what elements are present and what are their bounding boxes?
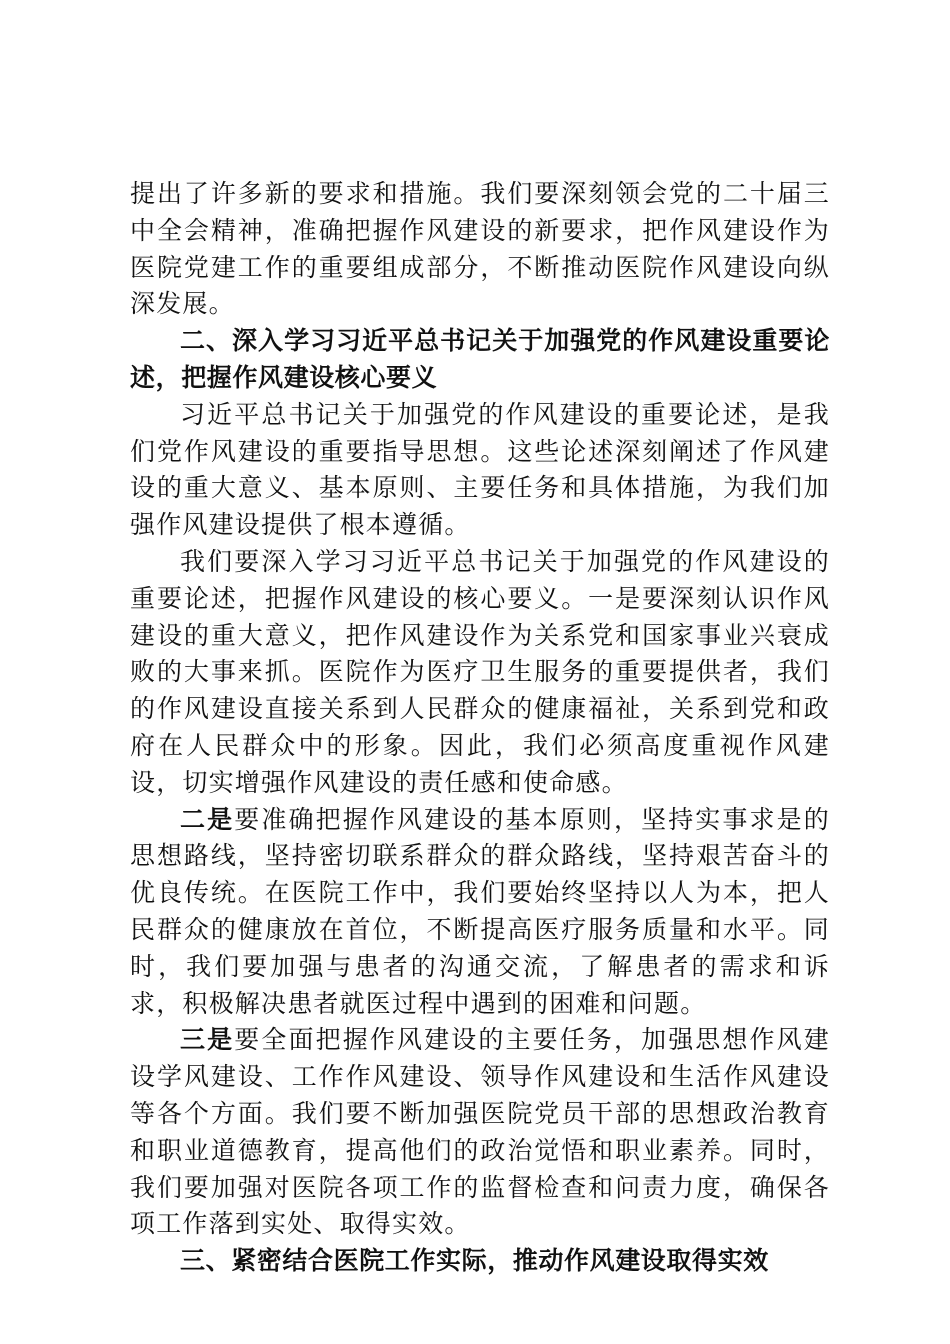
- paragraph-5: [130, 1022, 830, 1243]
- section-heading-3: 三、紧密结合医院工作实际，推动作风建设取得实效: [180, 1246, 769, 1276]
- paragraph-5-body: 要全面把握作风建设的主要任务，加强思想作风建设学风建设、工作作风建设、领导作风建设和生活作风建设等各个方面。我们要不断加强医院党员干部的思想政治教育和职业道德教育，提高他们的政治觉悟和职业素养。同时，我们要加强对医院各项工作的监督检查和问责力度，确保各项工作落到实处、取得实效。: [130, 1025, 830, 1239]
- section-heading-2: 二、深入学习习近平总书记关于加强党的作风建设重要论述，把握作风建设核心要义: [130, 326, 830, 392]
- paragraph-4: [130, 802, 830, 1023]
- paragraph-3: 我们要深入学习习近平总书记关于加强党的作风建设的重要论述，把握作风建设的核心要义。一是要深刻认识作风建设的重大意义，把作风建设作为关系党和国家事业兴衰成败的大事来抓。医院作为医疗卫生服务的重要提供者，我们的作风建设直接关系到人民群众的健康福祉，关系到党和政府在人民群众中的形象。因此，我们必须高度重视作风建设，切实增强作风建设的责任感和使命感。: [130, 546, 830, 797]
- paragraph-4-lead: 二是: [180, 804, 235, 834]
- document-page: [130, 176, 830, 1280]
- paragraph-4-body: 要准确把握作风建设的基本原则，坚持实事求是的思想路线，坚持密切联系群众的群众路线，坚持艰苦奋斗的优良传统。在医院工作中，我们要始终坚持以人为本，把人民群众的健康放在首位，不断提高医疗服务质量和水平。同时，我们要加强与患者的沟通交流，了解患者的需求和诉求，积极解决患者就医过程中遇到的困难和问题。: [130, 804, 830, 1018]
- paragraph-2: 习近平总书记关于加强党的作风建设的重要论述，是我们党作风建设的重要指导思想。这些论述深刻阐述了作风建设的重大意义、基本原则、主要任务和具体措施，为我们加强作风建设提供了根本遵循。: [130, 399, 830, 540]
- paragraph-continuation: 提出了许多新的要求和措施。我们要深刻领会党的二十届三中全会精神，准确把握作风建设的新要求，把作风建设作为医院党建工作的重要组成部分，不断推动医院作风建设向纵深发展。: [130, 179, 830, 319]
- paragraph-5-lead: 三是: [180, 1025, 235, 1055]
